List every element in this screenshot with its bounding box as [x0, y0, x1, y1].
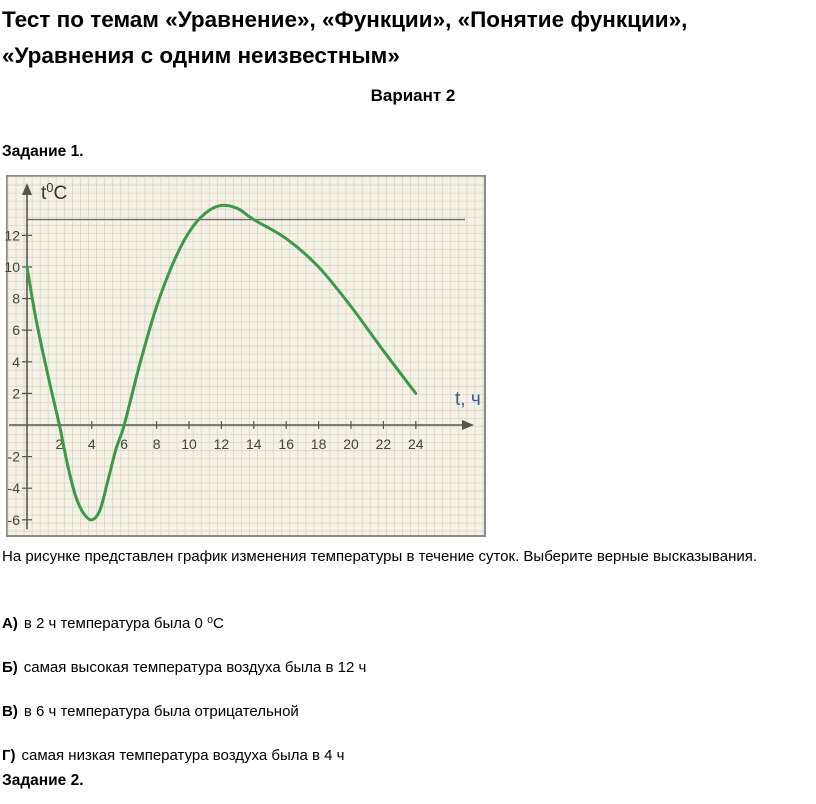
y-tick-label: 12 — [4, 227, 20, 244]
task1-heading: Задание 1. — [2, 143, 84, 160]
option-a-text: в 2 ч температура была 0 ⁰С — [23, 615, 224, 632]
x-axis-label: t, ч — [455, 389, 481, 410]
option-a — [2, 614, 224, 632]
x-tick-label: 24 — [408, 436, 424, 452]
temperature-chart — [6, 175, 486, 537]
task1-description: На рисунке представлен график изменения температуры в течение суток. Выберите верные высказывания. — [2, 548, 758, 565]
x-tick-label: 20 — [343, 436, 359, 452]
x-tick-label: 22 — [375, 436, 392, 452]
y-tick-label: 8 — [12, 290, 20, 307]
x-tick-label: 10 — [181, 436, 197, 452]
option-c — [2, 703, 299, 720]
title-line-1: Тест по темам «Уравнение», «Функции», «Понятие функции», — [2, 7, 688, 32]
variant-heading: Вариант 2 — [370, 86, 456, 105]
y-tick-label: 10 — [4, 259, 20, 275]
x-tick-label: 18 — [310, 436, 327, 452]
task2-heading: Задание 2. — [2, 772, 84, 789]
option-d — [2, 747, 344, 764]
y-tick-label: 2 — [12, 385, 20, 402]
y-tick-label: 6 — [12, 322, 20, 339]
x-tick-label: 6 — [120, 436, 129, 452]
x-tick-label: 16 — [278, 436, 294, 452]
y-axis-label: $t^0C$ — [41, 180, 68, 204]
option-b-letter: Б) — [2, 659, 18, 676]
x-tick-label: 8 — [152, 436, 161, 452]
option-c-text: в 6 ч температура была отрицательной — [23, 703, 299, 720]
option-d-letter: Г) — [2, 747, 16, 764]
title-line-2: «Уравнения с одним неизвестным» — [2, 43, 400, 68]
option-b — [2, 659, 366, 676]
y-tick-label: -4 — [7, 480, 20, 497]
document-title — [2, 2, 802, 74]
option-a-letter: А) — [2, 615, 18, 632]
option-b-text: самая высокая температура воздуха была в 12 ч — [23, 659, 367, 676]
y-tick-label: 4 — [12, 353, 20, 370]
chart-background — [7, 176, 485, 536]
x-tick-label: 14 — [246, 436, 262, 452]
y-tick-label: -6 — [7, 511, 20, 528]
option-c-letter: В) — [2, 703, 18, 720]
x-tick-label: 4 — [87, 436, 96, 452]
chart-svg — [6, 175, 486, 537]
x-tick-label: 12 — [213, 436, 230, 452]
x-tick-label: 2 — [55, 436, 64, 452]
y-tick-label: -2 — [7, 448, 20, 465]
option-d-text: самая низкая температура воздуха была в 4 ч — [21, 747, 345, 764]
